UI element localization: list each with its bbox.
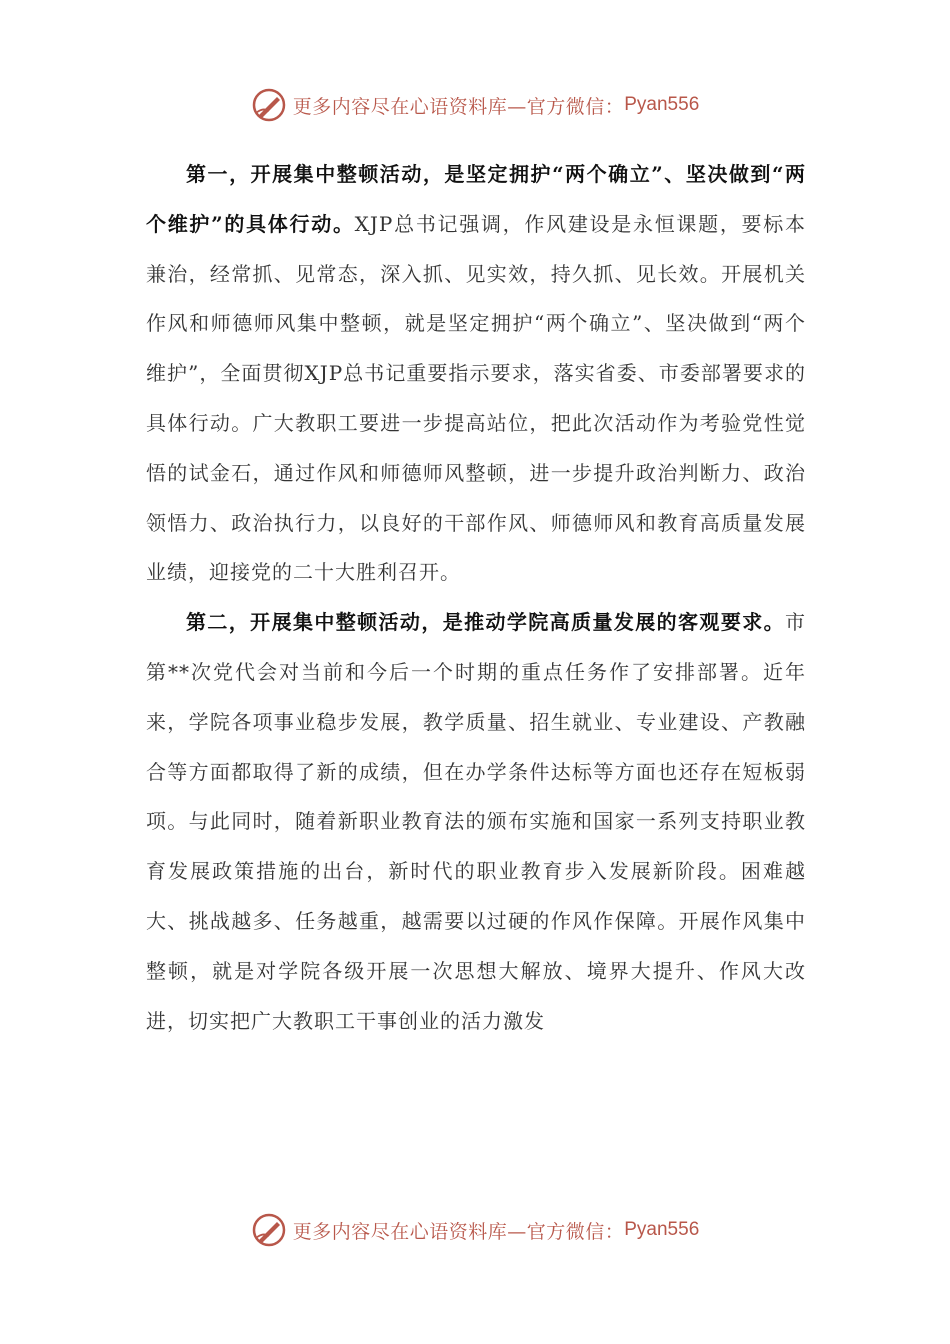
pen-logo-icon — [251, 87, 287, 123]
header-banner — [0, 85, 950, 125]
footer-banner — [0, 1210, 950, 1250]
banner-wechat-id: Pyan556 — [624, 1219, 700, 1240]
paragraph-1 — [146, 150, 806, 598]
banner-text: 更多内容尽在心语资料库—官方微信： — [292, 1220, 625, 1243]
paragraph-1-lead: 第一，开展集中整顿活动，是坚定拥护“两个确立”、坚决做到“两个维护”的具体行动。 — [146, 162, 806, 236]
banner-wechat-id: Pyan556 — [624, 94, 700, 115]
banner-text: 更多内容尽在心语资料库—官方微信： — [292, 95, 625, 118]
paragraph-2 — [146, 598, 806, 1046]
paragraph-1-body: XJP总书记强调，作风建设是永恒课题，要标本兼治，经常抓、见常态，深入抓、见实效，持久抓、见长效。开展机关作风和师德师风集中整顿，就是坚定拥护“两个确立”、坚决做到“两个维护”，全面贯彻XJP总书记重要指示要求，落实省委、市委部署要求的具体行动。广大教职工要进一步提高站位，把此次活动作为考验党性觉悟的试金石，通过作风和师德师风整顿，进一步提升政治判断力、政治领悟力、政治执行力，以良好的干部作风、师德师风和教育高质量发展业绩，迎接党的二十大胜利召开。 — [146, 211, 806, 585]
paragraph-2-body: 市第**次党代会对当前和今后一个时期的重点任务作了安排部署。近年来，学院各项事业稳步发展，教学质量、招生就业、专业建设、产教融合等方面都取得了新的成绩，但在办学条件达标等方面也还存在短板弱项。与此同时，随着新职业教育法的颁布实施和国家一系列支持职业教育发展政策措施的出台，新时代的职业教育步入发展新阶段。困难越大、挑战越多、任务越重，越需要以过硬的作风作保障。开展作风集中整顿，就是对学院各级开展一次思想大解放、境界大提升、作风大改进，切实把广大教职工干事创业的活力激发 — [146, 610, 806, 1033]
document-body — [146, 150, 806, 1046]
paragraph-2-lead: 第二，开展集中整顿活动，是推动学院高质量发展的客观要求。 — [186, 610, 785, 635]
pen-logo-icon — [251, 1212, 287, 1248]
